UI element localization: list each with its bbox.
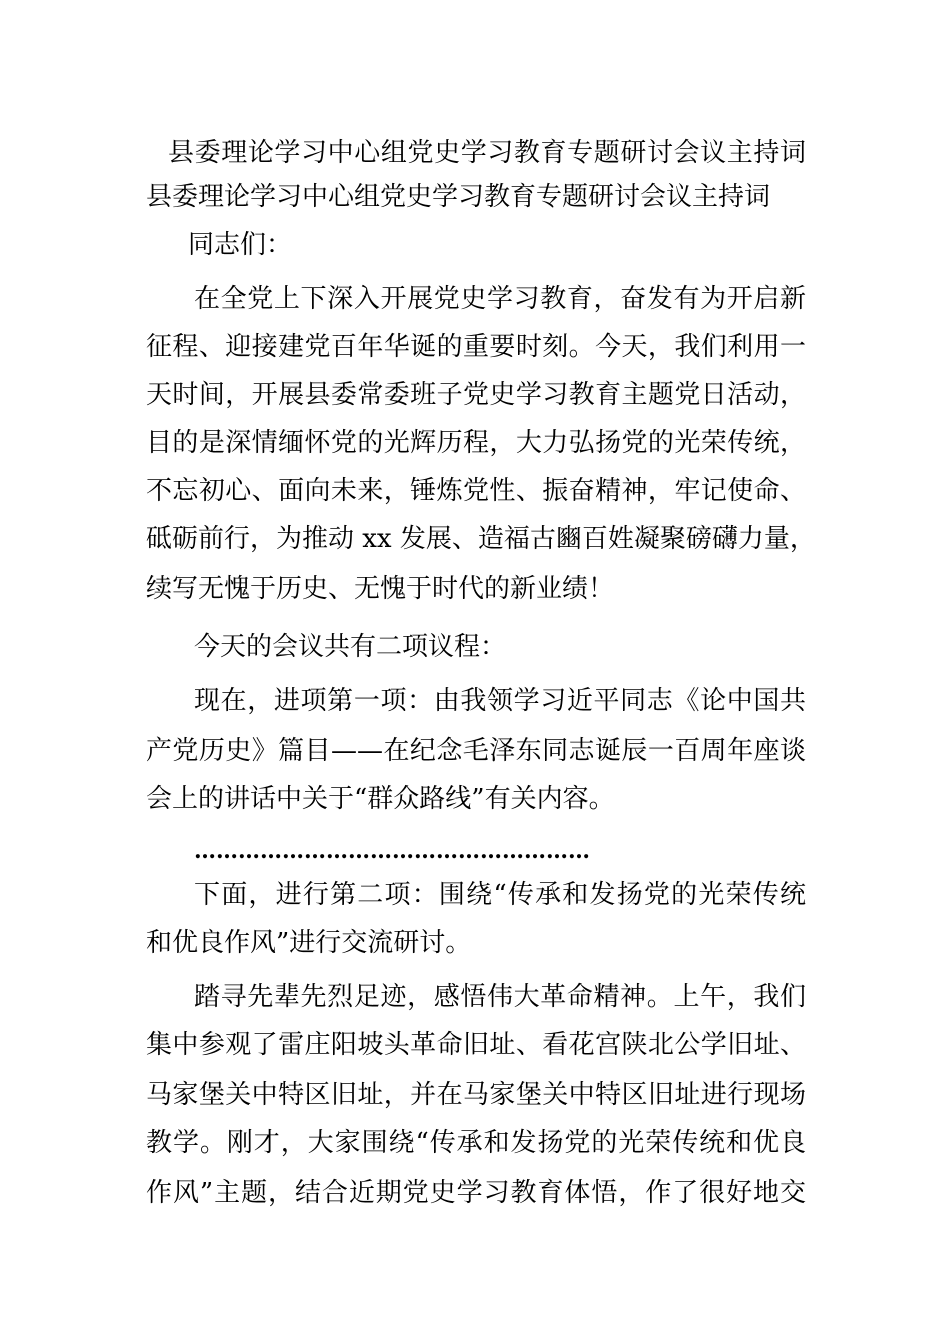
paragraph-line: 现在，进项第一项：由我领学习近平同志《论中国共	[194, 686, 806, 716]
paragraph-line: 续写无愧于历史、无愧于时代的新业绩！	[146, 574, 615, 604]
paragraph-line: 集中参观了雷庄阳坡头革命旧址、看花宫陕北公学旧址、	[146, 1030, 806, 1060]
paragraph-line: 不忘初心、面向未来，锤炼党性、振奋精神，牢记使命、	[146, 476, 806, 506]
agenda-intro: 今天的会议共有二项议程：	[194, 632, 507, 662]
paragraph-line: 天时间，开展县委常委班子党史学习教育主题党日活动，	[146, 380, 806, 410]
paragraph-line: 征程、迎接建党百年华诞的重要时刻。今天，我们利用一	[146, 332, 806, 362]
document-title: 县委理论学习中心组党史学习教育专题研讨会议主持词	[168, 138, 806, 168]
document-title-repeat: 县委理论学习中心组党史学习教育专题研讨会议主持词	[146, 182, 771, 212]
paragraph-line: 下面，进行第二项：围绕“传承和发扬党的光荣传统	[194, 880, 806, 910]
paragraph-line: 和优良作风”进行交流研讨。	[146, 928, 472, 958]
paragraph-line: 在全党上下深入开展党史学习教育，奋发有为开启新	[194, 284, 806, 314]
paragraph-line: 教学。刚才，大家围绕“传承和发扬党的光荣传统和优良	[146, 1128, 806, 1158]
ellipsis-separator: ………………………………………………	[194, 838, 590, 864]
paragraph-line: 作风”主题，结合近期党史学习教育体悟，作了很好地交	[146, 1178, 806, 1208]
paragraph-line: 马家堡关中特区旧址，并在马家堡关中特区旧址进行现场	[146, 1080, 806, 1110]
paragraph-line: 踏寻先辈先烈足迹，感悟伟大革命精神。上午，我们	[194, 982, 806, 1012]
paragraph-line: 产党历史》篇目——在纪念毛泽东同志诞辰一百周年座谈	[146, 736, 806, 766]
salutation: 同志们：	[188, 230, 293, 260]
paragraph-line: 砥砺前行，为推动 xx 发展、造福古豳百姓凝聚磅礴力量，	[146, 524, 816, 554]
paragraph-line: 会上的讲话中关于“群众路线”有关内容。	[146, 784, 615, 814]
paragraph-line: 目的是深情缅怀党的光辉历程，大力弘扬党的光荣传统，	[146, 428, 806, 458]
